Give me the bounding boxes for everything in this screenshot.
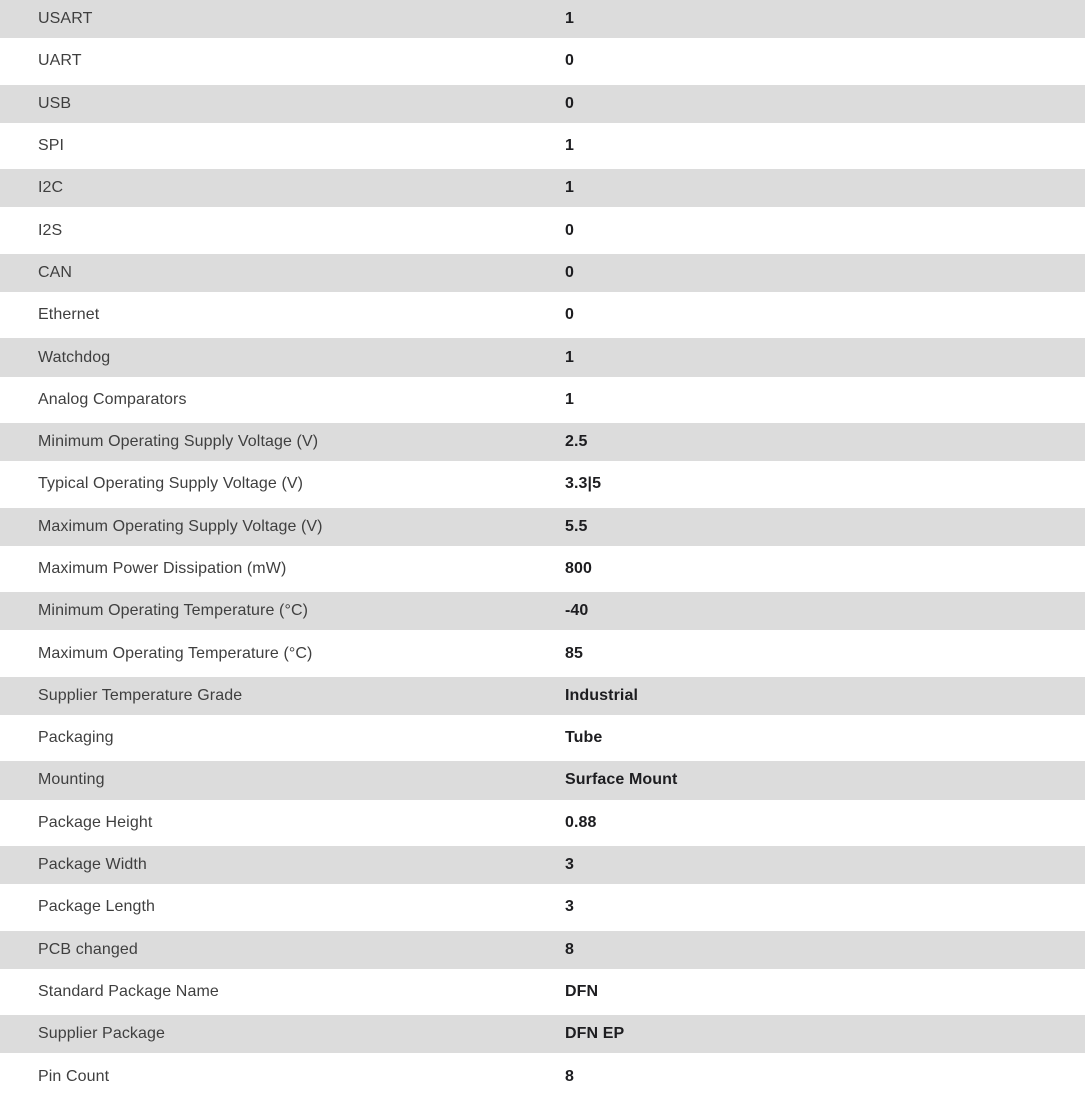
spec-row: [0, 677, 1085, 719]
spec-attribute-value: Industrial: [565, 687, 639, 704]
spec-row: [0, 127, 1085, 169]
spec-row: [0, 1057, 1085, 1098]
spec-attribute-value: 2.5: [565, 434, 588, 451]
spec-row: [0, 338, 1085, 380]
spec-attribute-value: Tube: [565, 730, 603, 747]
spec-row: [0, 719, 1085, 761]
spec-attribute-value: 3: [565, 857, 574, 874]
spec-attribute-label: Mounting: [38, 772, 105, 789]
spec-attribute-label: CAN: [38, 264, 73, 281]
spec-attribute-label: USART: [38, 11, 93, 28]
spec-attribute-label: Supplier Package: [38, 1026, 166, 1043]
spec-attribute-value: DFN EP: [565, 1026, 625, 1043]
spec-row: [0, 846, 1085, 888]
spec-row: [0, 508, 1085, 550]
spec-attribute-label: Supplier Temperature Grade: [38, 687, 243, 704]
spec-attribute-value: 8: [565, 941, 574, 958]
spec-row: [0, 423, 1085, 465]
spec-row: [0, 931, 1085, 973]
spec-attribute-value: 0: [565, 222, 574, 239]
spec-attribute-label: Watchdog: [38, 349, 111, 366]
spec-attribute-value: 1: [565, 180, 574, 197]
spec-attribute-value: 0: [565, 53, 574, 70]
spec-attribute-value: 85: [565, 645, 583, 662]
spec-attribute-label: UART: [38, 53, 82, 70]
spec-row: [0, 42, 1085, 84]
spec-attribute-label: SPI: [38, 138, 65, 155]
spec-attribute-value: 0.88: [565, 814, 597, 831]
spec-attribute-value: -40: [565, 603, 589, 620]
spec-attribute-label: Ethernet: [38, 307, 100, 324]
spec-attribute-label: Minimum Operating Temperature (°C): [38, 603, 309, 620]
spec-row: [0, 85, 1085, 127]
spec-attribute-value: Surface Mount: [565, 772, 678, 789]
spec-attribute-value: 1: [565, 349, 574, 366]
spec-attribute-label: Minimum Operating Supply Voltage (V): [38, 434, 319, 451]
spec-attribute-label: Package Length: [38, 899, 156, 916]
spec-attribute-label: Pin Count: [38, 1068, 110, 1085]
spec-attribute-label: Standard Package Name: [38, 983, 219, 1000]
spec-attribute-value: 800: [565, 561, 592, 577]
spec-attribute-label: Package Height: [38, 814, 153, 831]
spec-row: [0, 465, 1085, 507]
spec-row: [0, 973, 1085, 1015]
spec-attribute-label: USB: [38, 95, 72, 112]
spec-attribute-label: I2C: [38, 180, 64, 197]
spec-row: [0, 550, 1085, 592]
spec-attribute-value: 8: [565, 1068, 574, 1085]
spec-attribute-label: Packaging: [38, 730, 114, 747]
spec-row: [0, 296, 1085, 338]
spec-attribute-label: Package Width: [38, 857, 147, 874]
spec-attribute-label: I2S: [38, 222, 63, 239]
spec-row: [0, 1015, 1085, 1057]
spec-row: [0, 888, 1085, 930]
spec-row: [0, 211, 1085, 253]
spec-attribute-value: 5.5: [565, 518, 588, 535]
spec-attribute-label: Typical Operating Supply Voltage (V): [38, 476, 304, 493]
spec-attribute-value: 1: [565, 11, 574, 28]
spec-attribute-value: 3: [565, 899, 574, 916]
spec-attribute-label: PCB changed: [38, 941, 138, 958]
spec-attribute-label: Maximum Operating Temperature (°C): [38, 645, 313, 662]
spec-attribute-value: 0: [565, 264, 574, 281]
spec-row: [0, 592, 1085, 634]
spec-attribute-label: Maximum Operating Supply Voltage (V): [38, 518, 323, 535]
spec-row: [0, 381, 1085, 423]
spec-attribute-label: Maximum Power Dissipation (mW): [38, 561, 287, 577]
spec-attribute-value: 1: [565, 138, 574, 155]
spec-attribute-label: Analog Comparators: [38, 391, 187, 408]
spec-row: [0, 761, 1085, 803]
spec-attribute-value: 3.3|5: [565, 476, 602, 493]
spec-attribute-value: DFN: [565, 983, 599, 1000]
spec-attribute-value: 0: [565, 307, 574, 324]
spec-row: [0, 634, 1085, 676]
spec-attribute-value: 0: [565, 95, 574, 112]
spec-row: [0, 804, 1085, 846]
spec-row: [0, 0, 1085, 42]
spec-attribute-value: 1: [565, 391, 574, 408]
spec-row: [0, 169, 1085, 211]
spec-row: [0, 254, 1085, 296]
